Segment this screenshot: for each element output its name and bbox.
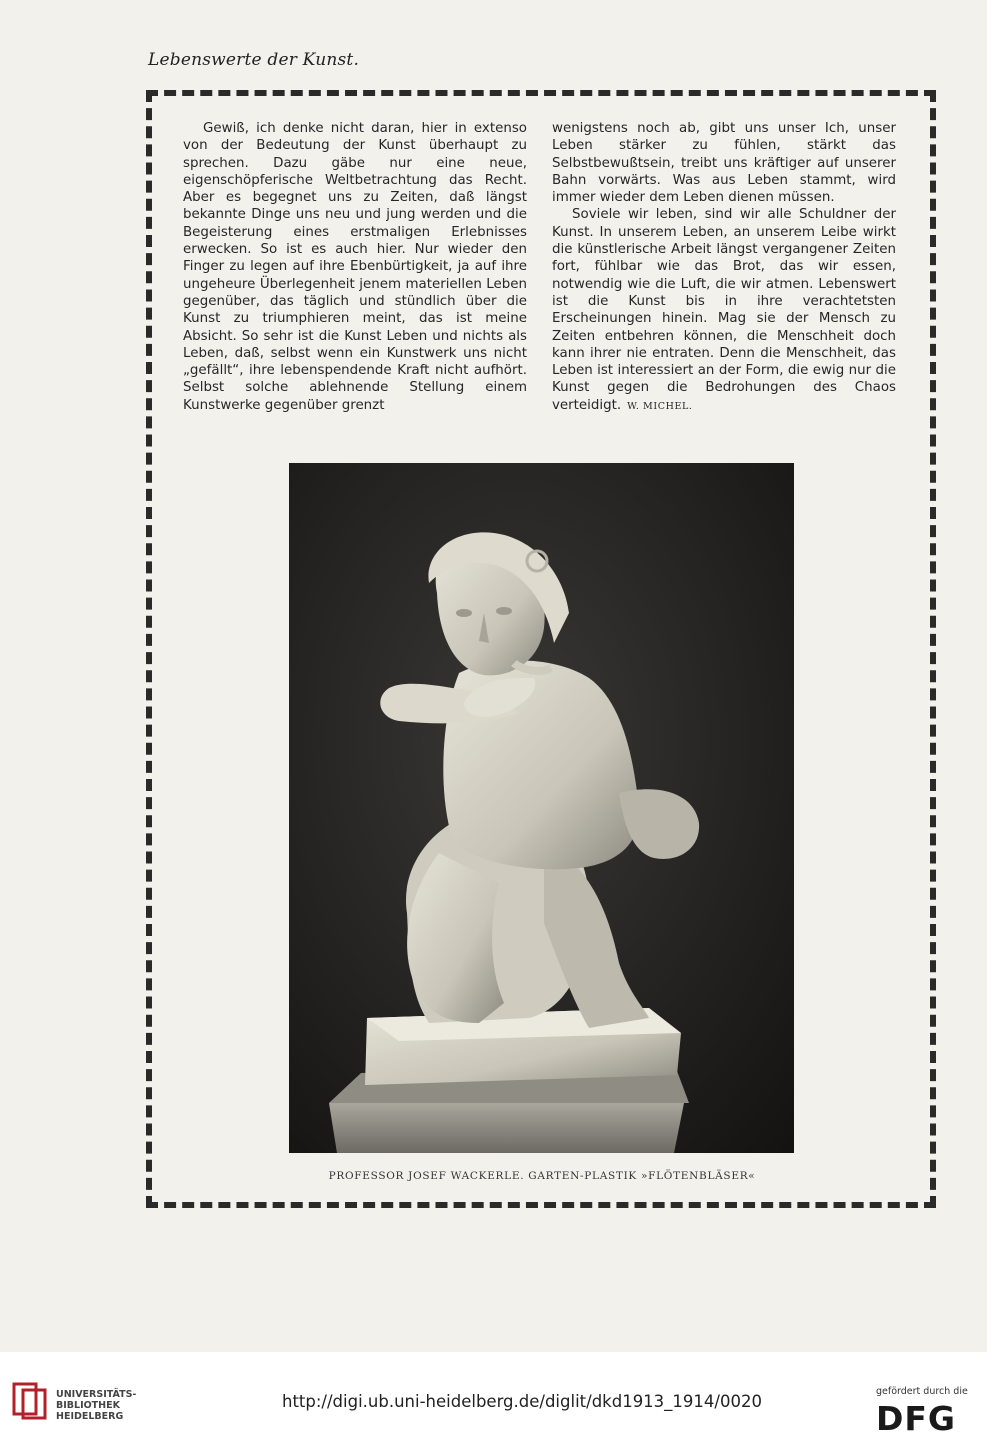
paragraph: wenigstens noch ab, gibt uns unser Ich, unser Leben stärker zu fühlen, stärkt das Selbstbewußtsein, treibt uns kräftiger auf unserer Bahn vorwärts. Was aus Leben stammt, wird immer wieder dem Leben dienen müssen. <box>552 121 896 206</box>
running-head: Lebenswerte der Kunst. <box>148 50 360 70</box>
paragraph: Gewiß, ich denke nicht daran, hier in extenso von der Bedeutung der Kunst überhaupt zu sprechen. Dazu gäbe nur eine neue, eigenschöpferische Weltbetrachtung das Recht. Aber es begegnet uns zu Zeiten, daß längst bekannte Dinge uns neu und jung werden und die Begeisterung eines erstmaligen Erlebnisses erwecken. So ist es auch hier. Nur wieder den Finger zu legen auf ihre Ebenbürtigkeit, ja auf ihre ungeheure Überlegenheit jenem materiellen Leben gegenüber, das täglich und stündlich über die Kunst zu triumphieren meint, das ist meine Absicht. So sehr ist die Kunst Leben und nichts als Leben, daß, selbst wenn ein Kunstwerk uns nicht „gefällt“, ihre lebenspendende Kraft nicht aufhört. Selbst solche ablehnende Stellung einem Kunstwerke gegenüber grenzt <box>183 121 527 413</box>
digital-object-url[interactable]: http://digi.ub.uni-heidelberg.de/diglit/dkd1913_1914/0020 <box>282 1392 762 1411</box>
footer-bar <box>0 1352 987 1442</box>
university-library-name <box>56 1389 136 1422</box>
text-column-left <box>183 120 527 414</box>
paragraph <box>552 206 896 415</box>
author-signature: W. MICHEL. <box>627 400 693 412</box>
sculpture-image <box>289 463 794 1153</box>
institution-line: HEIDELBERG <box>56 1411 124 1422</box>
institution-line: UNIVERSITÄTS- <box>56 1389 137 1400</box>
paragraph-text: Soviele wir leben, sind wir alle Schuldner der Kunst. In unserem Leben, an unserem Leibe wirkt die künstlerische Arbeit längst vergangener Zeiten fort, fühlbar wie das Brot, das wir essen, notwendig wie die Luft, die wir atmen. Lebenswert ist die Kunst bis in ihre verachtetsten Erscheinungen hinein. Mag sie der Mensch zu Zeiten entbehren können, die Menschheit doch kann ihrer nie entraten. Denn die Menschheit, das Leben ist interessiert an der Form, die ewig nur die Kunst gegen die Bedrohungen des Chaos verteidigt. <box>552 207 896 413</box>
dfg-logo: DFG <box>876 1399 957 1438</box>
institution-line: BIBLIOTHEK <box>56 1400 120 1411</box>
funded-by-label: gefördert durch die <box>876 1386 968 1397</box>
figure-caption: PROFESSOR JOSEF WACKERLE. GARTEN-PLASTIK »FLÖTENBLÄSER« <box>328 1170 756 1182</box>
text-column-right <box>552 120 896 415</box>
university-library-logo-icon <box>10 1380 50 1420</box>
sculpture-photograph <box>289 463 794 1153</box>
